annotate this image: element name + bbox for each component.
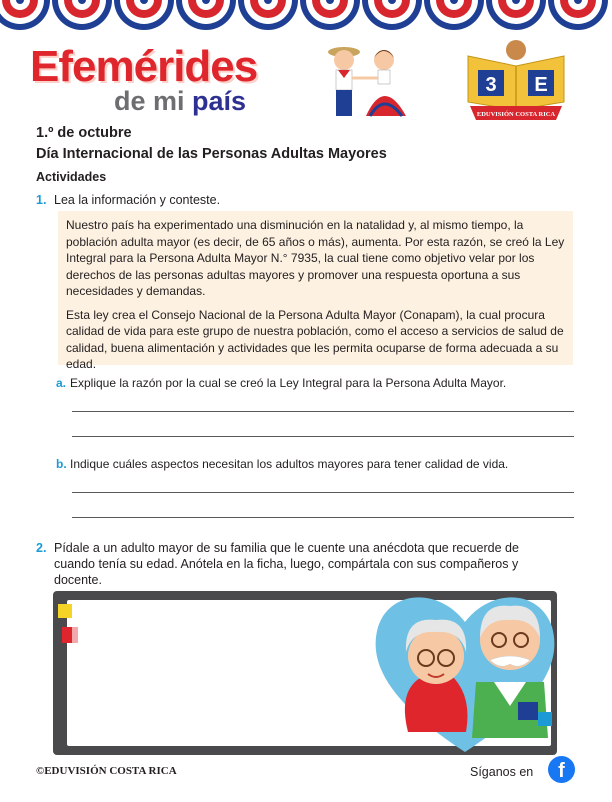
folk-dancers-illustration [318,40,418,124]
subquestion-a-letter: a. [56,376,67,390]
question-2-number: 2. [36,541,47,555]
subquestion-b-letter: b. [56,457,67,471]
left-margin-strip [72,600,94,746]
yellow-square-decoration [58,604,72,618]
answer-line-a1[interactable] [72,411,574,412]
grandparents-illustration [368,582,562,758]
copyright-text: ©EDUVISIÓN COSTA RICA [36,765,177,777]
eduvision-brand-logo [460,36,572,126]
logo-subtitle-prefix: de mi [114,86,193,116]
subquestion-a-text: Explique la razón por la cual se creó la Ley Integral para la Persona Adulta Mayor. [70,376,507,390]
follow-us-label: Síganos en [470,765,534,779]
answer-line-b1[interactable] [72,492,574,493]
subquestion-a [56,376,506,390]
subquestion-b-text: Indique cuáles aspectos necesitan los adultos mayores para tener calidad de vida. [70,457,509,471]
question-2-text-line1: Pídale a un adulto mayor de su familia que le cuente una anécdota que recuerde de [54,541,519,555]
facebook-icon[interactable]: f [548,756,575,783]
logo-title: Efemérides [30,42,258,91]
passage-paragraph-1: Nuestro país ha experimentado una disminución en la natalidad y, al mismo tiempo, la población adulta mayor (es decir, de 65 años o más), aumenta. Por esta razón, se creó la Ley Integral para la Persona Adulta Mayor N.° 7935, la cual tiene como objetivo velar por los derechos de las personas adultas mayores y promover una respuesta oportuna a sus necesidades y demandas. [66,218,565,298]
answer-line-a2[interactable] [72,436,574,437]
svg-text:3: 3 [485,74,497,96]
page-title: Día Internacional de las Personas Adultas Mayores [36,146,387,162]
answer-line-b2[interactable] [72,517,574,518]
date-heading: 1.º de octubre [36,125,132,141]
question-2-text-rest: cuando tenía su edad. Anótela en la ficha, luego, compártala con sus compañeros y docente. [54,557,519,587]
brand-text: EDUVISIÓN COSTA RICA [476,111,556,118]
question-2 [36,540,556,588]
question-1-text: Lea la información y conteste. [54,193,221,207]
activities-heading: Actividades [36,170,107,184]
logo-subtitle [114,86,246,117]
question-1 [36,193,220,207]
efemerides-logo [30,42,290,122]
brand-letter: E [534,74,548,96]
reading-passage-box [58,211,573,371]
question-1-number: 1. [36,193,47,207]
subquestion-b [56,457,508,471]
logo-subtitle-accent: país [192,86,247,116]
passage-paragraph-2: Esta ley crea el Consejo Nacional de la Persona Adulta Mayor (Conapam), la cual procura calidad de vida para este grupo de nuestra población, como el acceso a servicios de salud de calidad, buena alimentación y actividades que les permita ocuparse de forma adecuada a su edad. [66,307,564,371]
